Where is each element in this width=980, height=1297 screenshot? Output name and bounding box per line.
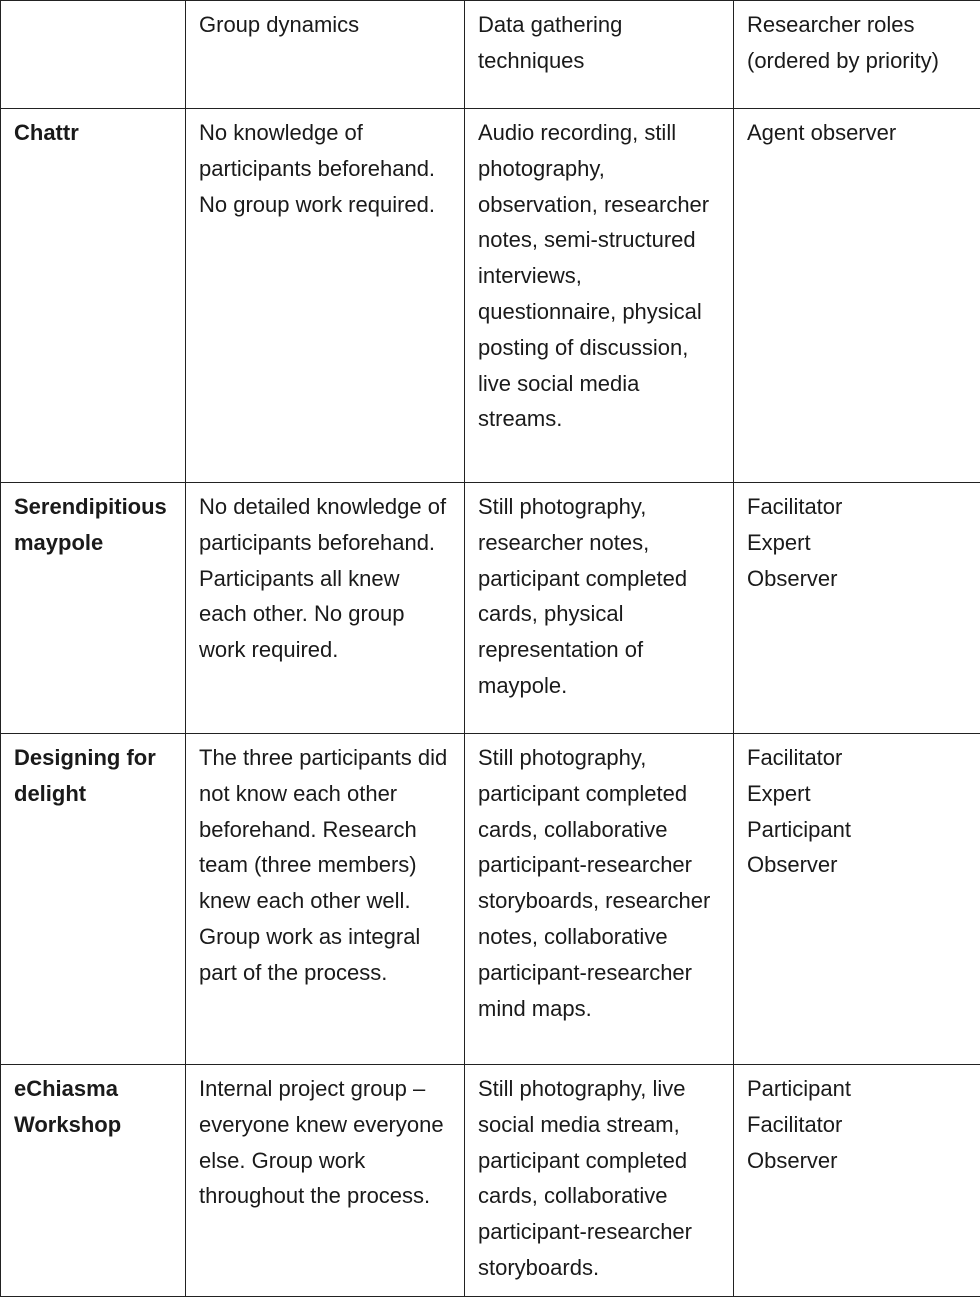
data-gathering-cell: Still photography, participant completed cards, collaborative participant-researcher storyboards, researcher notes, collaborative participant-researcher mind maps. xyxy=(465,734,734,1065)
header-cell-group-dynamics: Group dynamics xyxy=(186,1,465,109)
header-row xyxy=(1,1,980,109)
data-gathering-cell: Still photography, live social media stream, participant completed cards, collaborative participant-researcher storyboards. xyxy=(465,1065,734,1297)
table-row xyxy=(1,734,980,1065)
header-cell-data-gathering: Data gathering techniques xyxy=(465,1,734,109)
researcher-roles-cell xyxy=(734,483,980,734)
role-item: Facilitator xyxy=(747,489,968,525)
role-item: Participant xyxy=(747,1071,968,1107)
row-label: Chattr xyxy=(1,109,186,483)
table-row xyxy=(1,483,980,734)
table-row xyxy=(1,1065,980,1297)
row-label: Designing for delight xyxy=(1,734,186,1065)
researcher-roles-cell xyxy=(734,1065,980,1297)
group-dynamics-cell: Internal project group – everyone knew everyone else. Group work throughout the process. xyxy=(186,1065,465,1297)
researcher-roles-cell xyxy=(734,109,980,483)
researcher-roles-cell xyxy=(734,734,980,1065)
data-gathering-cell: Audio recording, still photography, observation, researcher notes, semi-structured interviews, questionnaire, physical posting of discussion, live social media streams. xyxy=(465,109,734,483)
row-label: eChiasma Workshop xyxy=(1,1065,186,1297)
role-item: Participant xyxy=(747,812,968,848)
role-item: Observer xyxy=(747,1143,968,1179)
role-item: Expert xyxy=(747,525,968,561)
group-dynamics-cell: No knowledge of participants beforehand. No group work required. xyxy=(186,109,465,483)
header-cell-researcher-roles: Researcher roles (ordered by priority) xyxy=(734,1,980,109)
role-item: Observer xyxy=(747,561,968,597)
data-gathering-cell: Still photography, researcher notes, participant completed cards, physical representation of maypole. xyxy=(465,483,734,734)
role-item: Agent observer xyxy=(747,115,968,151)
group-dynamics-cell: No detailed knowledge of participants beforehand. Participants all knew each other. No group work required. xyxy=(186,483,465,734)
row-label: Serendipitious maypole xyxy=(1,483,186,734)
role-item: Facilitator xyxy=(747,1107,968,1143)
role-item: Facilitator xyxy=(747,740,968,776)
table-row xyxy=(1,109,980,483)
header-cell-empty xyxy=(1,1,186,109)
role-item: Observer xyxy=(747,847,968,883)
role-item: Expert xyxy=(747,776,968,812)
group-dynamics-cell: The three participants did not know each other beforehand. Research team (three members) knew each other well. Group work as integral part of the process. xyxy=(186,734,465,1065)
